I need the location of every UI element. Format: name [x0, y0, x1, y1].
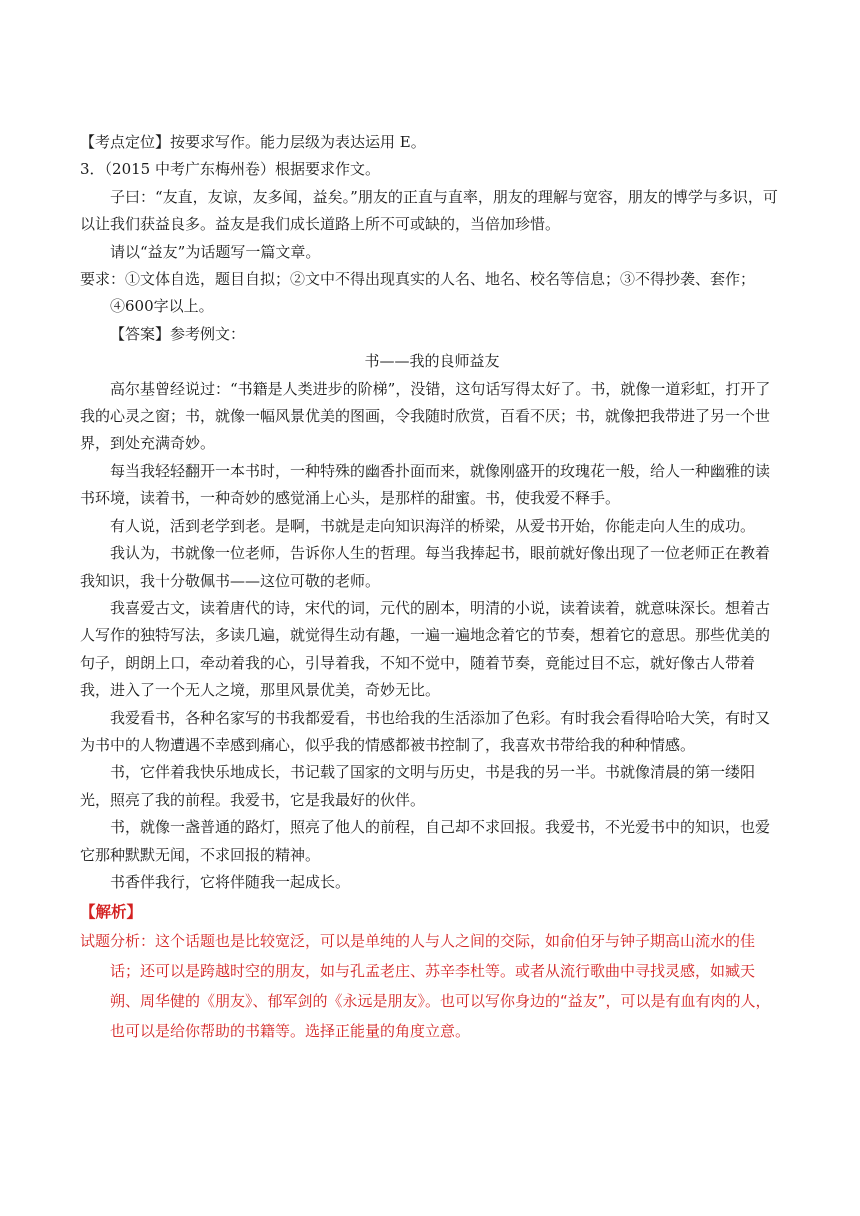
answer-label: 【答案】参考例文： — [110, 324, 246, 343]
essay-paragraph: 有人说，活到老学到老。是啊，书就是走向知识海洋的桥梁，从爱书开始，你能走向人生的成功。 — [110, 516, 756, 535]
essay-paragraph: 书，就像一盏普通的路灯，照亮了他人的前程，自己却不求回报。我爱书，不光爱书中的知识，也爱它那种默默无闻，不求回报的精神。 — [80, 818, 771, 864]
analysis-text: 试题分析：这个话题也是比较宽泛，可以是单纯的人与人之间的交际，如俞伯牙与钟子期高山流水的佳话；还可以是跨越时空的朋友，如与孔孟老庄、苏辛李杜等。或者从流行歌曲中寻找灵感，如臧天朔、周华健的《朋友》、郁军剑的《永远是朋友》。也可以写你身边的“益友”，可以是有血有肉的人，也可以是给你帮助的书籍等。选择正能量的角度立意。 — [80, 931, 771, 1040]
analysis-label: 【解析】 — [80, 902, 143, 922]
essay-paragraph: 每当我轻轻翻开一本书时，一种特殊的幽香扑面而来，就像刚盛开的玫瑰花一般，给人一种幽雅的读书环境，读着书，一种奇妙的感觉涌上心头，是那样的甜蜜。书，使我爱不释手。 — [80, 461, 771, 508]
essay-paragraph: 我认为，书就像一位老师，告诉你人生的哲理。每当我捧起书，眼前就好像出现了一位老师正在教着我知识，我十分敬佩书——这位可敬的老师。 — [80, 544, 771, 590]
kaodian-line: 【考点定位】按要求写作。能力层级为表达运用 E。 — [80, 133, 426, 151]
prompt-topic: 请以“益友”为话题写一篇文章。 — [110, 242, 321, 261]
essay-title: 书——我的良师益友 — [364, 352, 500, 371]
requirements: 要求：①文体自选，题目自拟；②文中不得出现真实的人名、地名、校名等信息；③不得抄袭、套作；④600字以上。 — [80, 270, 756, 316]
essay-paragraph: 我爱看书，各种名家写的书我都爱看，书也给我的生活添加了色彩。有时我会看得哈哈大笑，有时又为书中的人物遭遇不幸感到痛心，似乎我的情感都被书控制了，我喜欢书带给我的种种情感。 — [80, 708, 771, 754]
question-header: 3．（2015 中考广东梅州卷）根据要求作文。 — [80, 160, 380, 179]
essay-paragraph: 我喜爱古文，读着唐代的诗，宋代的词，元代的剧本，明清的小说，读着读着，就意味深长。想着古人写作的独特写法，多读几遍，就觉得生动有趣，一遍一遍地念着它的节奏，想着它的意思。那些优美的句子，朗朗上口，牵动着我的心，引导着我，不知不觉中，随着节奏，竟能过目不忘，就好像古人带着我，进入了一个无人之境，那里风景优美，奇妙无比。 — [80, 598, 771, 700]
prompt-paragraph: 子曰：“友直，友谅，友多闻，益矣。”朋友的正直与直率，朋友的理解与宽容，朋友的博学与多识，可以让我们获益良多。益友是我们成长道路上所不可或缺的，当倍加珍惜。 — [80, 187, 778, 234]
document-body — [80, 129, 784, 1046]
essay-paragraph: 书，它伴着我快乐地成长，书记载了国家的文明与历史，书是我的另一半。书就像清晨的第一缕阳光，照亮了我的前程。我爱书，它是我最好的伙伴。 — [80, 763, 756, 809]
essay-paragraph: 高尔基曾经说过：“书籍是人类进步的阶梯”，没错，这句话写得太好了。书，就像一道彩虹，打开了我的心灵之窗；书，就像一幅风景优美的图画，令我随时欣赏，百看不厌；书，就像把我带进了另一个世界，到处充满奇妙。 — [80, 379, 771, 453]
essay-paragraph: 书香伴我行，它将伴随我一起成长。 — [110, 872, 351, 891]
